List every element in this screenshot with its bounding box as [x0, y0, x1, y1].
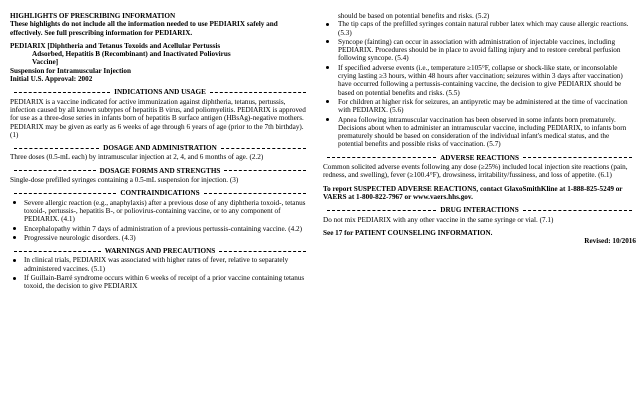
heading-rule-right	[204, 193, 306, 194]
report-adverse-reactions: To report SUSPECTED ADVERSE REACTIONS, contact GlaxoSmithKline at 1-888-825-5249 or VAERS at 1-800-822-7967 or www.vaers.hhs.gov.	[323, 184, 623, 201]
list-item: Syncope (fainting) can occur in association with administration of injectable vaccines, including PEDIARIX. Procedures should be in place to avoid falling injury and to restore cerebral perfusion following syncope. (5.4)	[323, 38, 636, 63]
heading-rule-right	[221, 148, 306, 149]
bullet-icon	[13, 201, 16, 204]
interactions-heading: DRUG INTERACTIONS	[323, 206, 636, 214]
list-item: If specified adverse events (i.e., temperature ≥105°F, collapse or shock-like state, or inconsolable crying lasting ≥3 hours, within 48 hours after vaccination; seizures within 3 days after vaccination) have occurred following a pertussis-containing vaccine, the decision to give PEDIARIX should be based on potential benefits and risks. (5.5)	[323, 64, 636, 97]
heading-rule-left	[14, 92, 110, 93]
warnings-heading: WARNINGS AND PRECAUTIONS	[10, 247, 310, 255]
revision-date: Revised: 10/2016	[584, 237, 636, 246]
indications-text: PEDIARIX is a vaccine indicated for active immunization against diphtheria, tetanus, pertussis, infection caused by all known subtypes of hepatitis B virus, and poliomyelitis. PEDIARIX is approved for use as a three-dose series in infants born of hepatitis B surface antigen (HBsAg)-negative mothers. PEDIARIX may be given as early as 6 weeks of age through 6 years of age (prior to the 7th birthday). (1)	[10, 97, 306, 139]
dosage-heading: DOSAGE AND ADMINISTRATION	[10, 144, 310, 152]
product-form: Suspension for Intramuscular Injection	[10, 66, 131, 75]
warnings-list	[10, 256, 310, 290]
forms-text: Single-dose prefilled syringes containing a 0.5-mL suspension for injection. (3)	[10, 176, 239, 185]
right-column	[323, 12, 636, 245]
bullet-icon	[13, 259, 16, 262]
heading-rule-right	[224, 170, 306, 171]
heading-rule-left	[327, 210, 436, 211]
list-item: Progressive neurologic disorders. (4.3)	[10, 234, 310, 242]
counseling-reference: See 17 for PATIENT COUNSELING INFORMATION.	[323, 228, 493, 237]
heading-rule-left	[14, 148, 99, 149]
indications-heading: INDICATIONS AND USAGE	[10, 88, 310, 96]
list-item: Encephalopathy within 7 days of administration of a previous pertussis-containing vaccine. (4.2)	[10, 225, 310, 233]
dosage-text: Three doses (0.5-mL each) by intramuscular injection at 2, 4, and 6 months of age. (2.2)	[10, 153, 264, 162]
highlights-disclaimer: These highlights do not include all the information needed to use PEDIARIX safely and effectively. See full prescribing information for PEDIARIX.	[10, 20, 278, 37]
list-item: If Guillain-Barré syndrome occurs within 6 weeks of receipt of a prior vaccine containing tetanus toxoid, the decision to give PEDIARIX	[10, 274, 310, 291]
bullet-icon	[326, 100, 329, 103]
contraindications-list	[10, 199, 310, 242]
bullet-icon	[13, 236, 16, 239]
product-name-line1: PEDIARIX [Diphtheria and Tetanus Toxoids and Acellular Pertussis	[10, 41, 221, 50]
bullet-icon	[326, 40, 329, 43]
product-approval: Initial U.S. Approval: 2002	[10, 75, 93, 84]
heading-rule-left	[14, 193, 116, 194]
adverse-heading: ADVERSE REACTIONS	[323, 154, 636, 162]
forms-heading: DOSAGE FORMS AND STRENGTHS	[10, 167, 310, 175]
bullet-icon	[13, 277, 16, 280]
adverse-text: Common solicited adverse events following any dose (≥25%) included local injection site reactions (pain, redness, and swelling), fever (≥100.4°F), drowsiness, irritability/fussiness, and loss of appetite. (6.1)	[323, 163, 628, 180]
list-item: For children at higher risk for seizures, an antipyretic may be administered at the time of vaccination with PEDIARIX. (5.6)	[323, 98, 636, 115]
warnings-continuation: should be based on potential benefits and risks. (5.2)	[338, 12, 490, 20]
product-name-line2: Adsorbed, Hepatitis B (Recombinant) and Inactivated Poliovirus	[32, 50, 231, 59]
list-item: Severe allergic reaction (e.g., anaphylaxis) after a previous dose of any diphtheria toxoid-, tetanus toxoid-, pertussis-, hepatitis B-, or poliovirus-containing vaccine, or to any component of PEDIARIX. (4.1)	[10, 199, 310, 224]
heading-rule-left	[327, 157, 436, 158]
bullet-icon	[326, 23, 329, 26]
heading-rule-right	[210, 92, 306, 93]
heading-rule-left	[14, 251, 101, 252]
contraindications-heading: CONTRAINDICATIONS	[10, 189, 310, 197]
heading-rule-left	[14, 170, 96, 171]
heading-rule-right	[219, 251, 306, 252]
interactions-text: Do not mix PEDIARIX with any other vaccine in the same syringe or vial. (7.1)	[323, 215, 554, 224]
bullet-icon	[326, 118, 329, 121]
heading-rule-right	[523, 157, 632, 158]
product-name-line3: Vaccine]	[32, 58, 59, 67]
list-item: In clinical trials, PEDIARIX was associated with higher rates of fever, relative to separately administered vaccines. (5.1)	[10, 256, 310, 273]
warnings-list-continued	[323, 20, 636, 148]
list-item: Apnea following intramuscular vaccination has been observed in some infants born prematurely. Decisions about when to administer an intramuscular vaccine, including PEDIARIX, to infants born prematurely should be based on consideration of the individual infant's medical status, and the potential benefits and possible risks of vaccination. (5.7)	[323, 116, 636, 149]
left-column	[10, 12, 310, 292]
bullet-icon	[326, 66, 329, 69]
product-block	[10, 42, 310, 83]
list-item: The tip caps of the prefilled syringes contain natural rubber latex which may cause allergic reactions. (5.3)	[323, 20, 636, 37]
highlights-title: HIGHLIGHTS OF PRESCRIBING INFORMATION	[10, 12, 176, 20]
heading-rule-right	[523, 210, 632, 211]
bullet-icon	[13, 227, 16, 230]
